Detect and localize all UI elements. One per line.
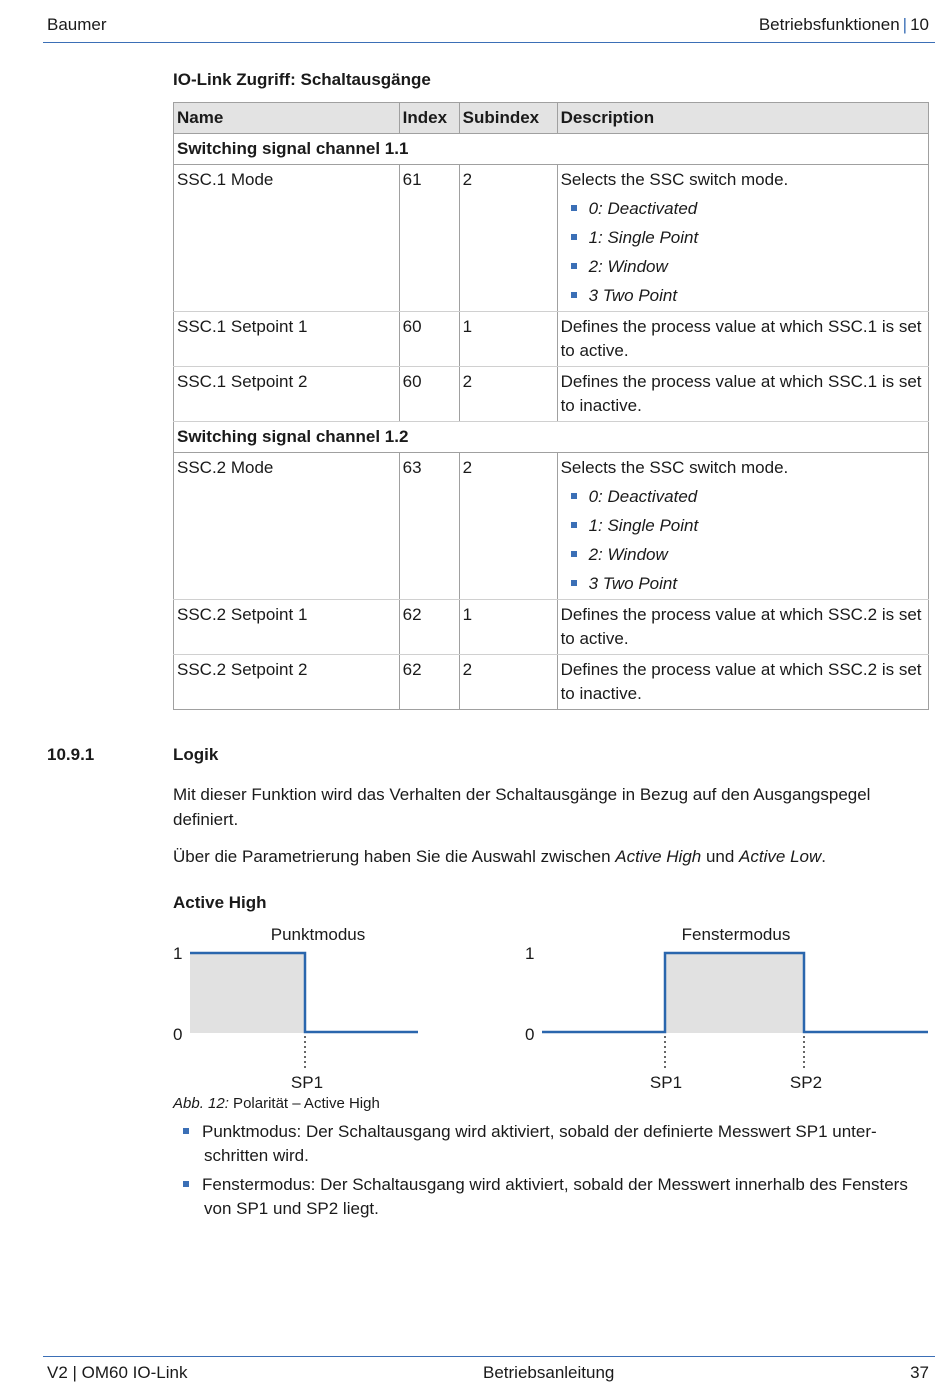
footer-rule — [43, 1356, 935, 1357]
column-header-index: Index — [399, 103, 459, 134]
square-bullet-icon — [183, 1181, 189, 1187]
table-row — [174, 312, 929, 367]
param-subindex: 2 — [459, 453, 557, 600]
section-number: 10.9.1 — [47, 745, 95, 764]
fenstermodus-title: Fenstermodus — [681, 925, 791, 944]
column-header-name: Name — [174, 103, 400, 134]
param-description: Defines the process value at which SSC.1 is set to active. — [557, 312, 928, 367]
header-separator: | — [902, 15, 908, 34]
level-high-label: 1 — [525, 944, 535, 963]
table-row — [174, 655, 929, 710]
fenstermodus-diagram — [525, 925, 928, 1092]
table-row — [174, 165, 929, 312]
list-item: 1: Single Point — [571, 226, 925, 250]
param-description: Defines the process value at which SSC.2 is set to inactive. — [557, 655, 928, 710]
column-header-description: Description — [557, 103, 928, 134]
list-item: Fenstermodus: Der Schaltausgang wird aktiviert, sobald der Messwert innerhalb des Fensters von SP1 und SP2 liegt. — [183, 1173, 923, 1221]
list-item: 3 Two Point — [571, 572, 925, 596]
param-index: 60 — [399, 367, 459, 422]
footer-doc-type: Betriebsanleitung — [483, 1363, 615, 1382]
active-region-fill — [665, 953, 804, 1033]
header-section-title: Betriebsfunktionen — [758, 15, 900, 34]
table-row — [174, 453, 929, 600]
section-title: Logik — [173, 745, 219, 764]
param-name: SSC.1 Setpoint 1 — [174, 312, 400, 367]
description-text: Selects the SSC switch mode. — [560, 170, 789, 189]
description-text: Selects the SSC switch mode. — [560, 458, 789, 477]
table-row — [174, 600, 929, 655]
level-low-label: 0 — [525, 1025, 535, 1044]
square-bullet-icon — [571, 580, 577, 586]
mode-option-list — [561, 485, 925, 596]
square-bullet-icon — [571, 522, 577, 528]
group-title: Switching signal channel 1.1 — [174, 134, 929, 165]
intro-paragraph: Mit dieser Funktion wird das Verhalten der Schaltausgänge in Bezug auf den Ausgangspegel definiert. — [173, 785, 871, 829]
list-item: Punktmodus: Der Schaltausgang wird aktiviert, sobald der definierte Messwert SP1 unterschritten wird. — [183, 1120, 923, 1168]
footer-document: V2 | OM60 IO-Link — [47, 1363, 188, 1382]
param-description: Defines the process value at which SSC.1 is set to inactive. — [557, 367, 928, 422]
punktmodus-title: Punktmodus — [270, 925, 366, 944]
table-row — [174, 367, 929, 422]
footer-page-number: 37 — [910, 1363, 929, 1382]
square-bullet-icon — [571, 292, 577, 298]
param-description — [557, 165, 928, 312]
header-brand: Baumer — [47, 15, 107, 34]
group-row — [174, 422, 929, 453]
mode-option-list — [561, 197, 925, 308]
param-name: SSC.2 Setpoint 2 — [174, 655, 400, 710]
figure-caption-text: Polarität – Active High — [228, 1095, 380, 1112]
square-bullet-icon — [571, 205, 577, 211]
header-chapter: 10 — [910, 15, 929, 34]
sp1-label: SP1 — [290, 1073, 324, 1092]
param-index: 60 — [399, 312, 459, 367]
param-name: SSC.1 Mode — [174, 165, 400, 312]
square-bullet-icon — [183, 1128, 189, 1134]
square-bullet-icon — [571, 263, 577, 269]
group-title: Switching signal channel 1.2 — [174, 422, 929, 453]
list-item: 1: Single Point — [571, 514, 925, 538]
param-name: SSC.2 Mode — [174, 453, 400, 600]
punktmodus-diagram — [173, 925, 418, 1092]
param-index: 61 — [399, 165, 459, 312]
active-high-term: Active High — [615, 847, 702, 866]
param-description: Defines the process value at which SSC.2 is set to active. — [557, 600, 928, 655]
table-header-row — [174, 103, 929, 134]
group-row — [174, 134, 929, 165]
header-section — [759, 15, 929, 35]
param-subindex: 2 — [459, 367, 557, 422]
list-item: 2: Window — [571, 255, 925, 279]
sp2-label: SP2 — [789, 1073, 823, 1092]
param-subindex: 2 — [459, 655, 557, 710]
param-index: 62 — [399, 600, 459, 655]
param-subindex: 1 — [459, 600, 557, 655]
param-description — [557, 453, 928, 600]
subheading-active-high: Active High — [173, 893, 267, 912]
sp1-label: SP1 — [649, 1073, 683, 1092]
parameter-paragraph: Über die Parametrierung haben Sie die Auswahl zwischen Active High und Active Low. — [173, 847, 826, 866]
square-bullet-icon — [571, 234, 577, 240]
square-bullet-icon — [571, 551, 577, 557]
io-link-parameter-table — [173, 102, 929, 710]
figure-caption — [173, 1095, 380, 1112]
mode-notes-list — [183, 1120, 923, 1226]
polarity-active-high-diagram — [160, 920, 940, 1100]
column-header-subindex: Subindex — [459, 103, 557, 134]
header-rule — [43, 42, 935, 43]
level-low-label: 0 — [173, 1025, 183, 1044]
square-bullet-icon — [571, 493, 577, 499]
list-item: 3 Two Point — [571, 284, 925, 308]
list-item: 2: Window — [571, 543, 925, 567]
table-caption: IO-Link Zugriff: Schaltausgänge — [173, 70, 431, 89]
param-subindex: 1 — [459, 312, 557, 367]
list-item: 0: Deactivated — [571, 485, 925, 509]
param-subindex: 2 — [459, 165, 557, 312]
level-high-label: 1 — [173, 944, 183, 963]
param-index: 62 — [399, 655, 459, 710]
figure-caption-label: Abb. 12: — [173, 1095, 229, 1112]
param-name: SSC.2 Setpoint 1 — [174, 600, 400, 655]
active-region-fill — [190, 953, 305, 1033]
param-name: SSC.1 Setpoint 2 — [174, 367, 400, 422]
param-index: 63 — [399, 453, 459, 600]
active-low-term: Active Low — [739, 847, 822, 866]
list-item: 0: Deactivated — [571, 197, 925, 221]
